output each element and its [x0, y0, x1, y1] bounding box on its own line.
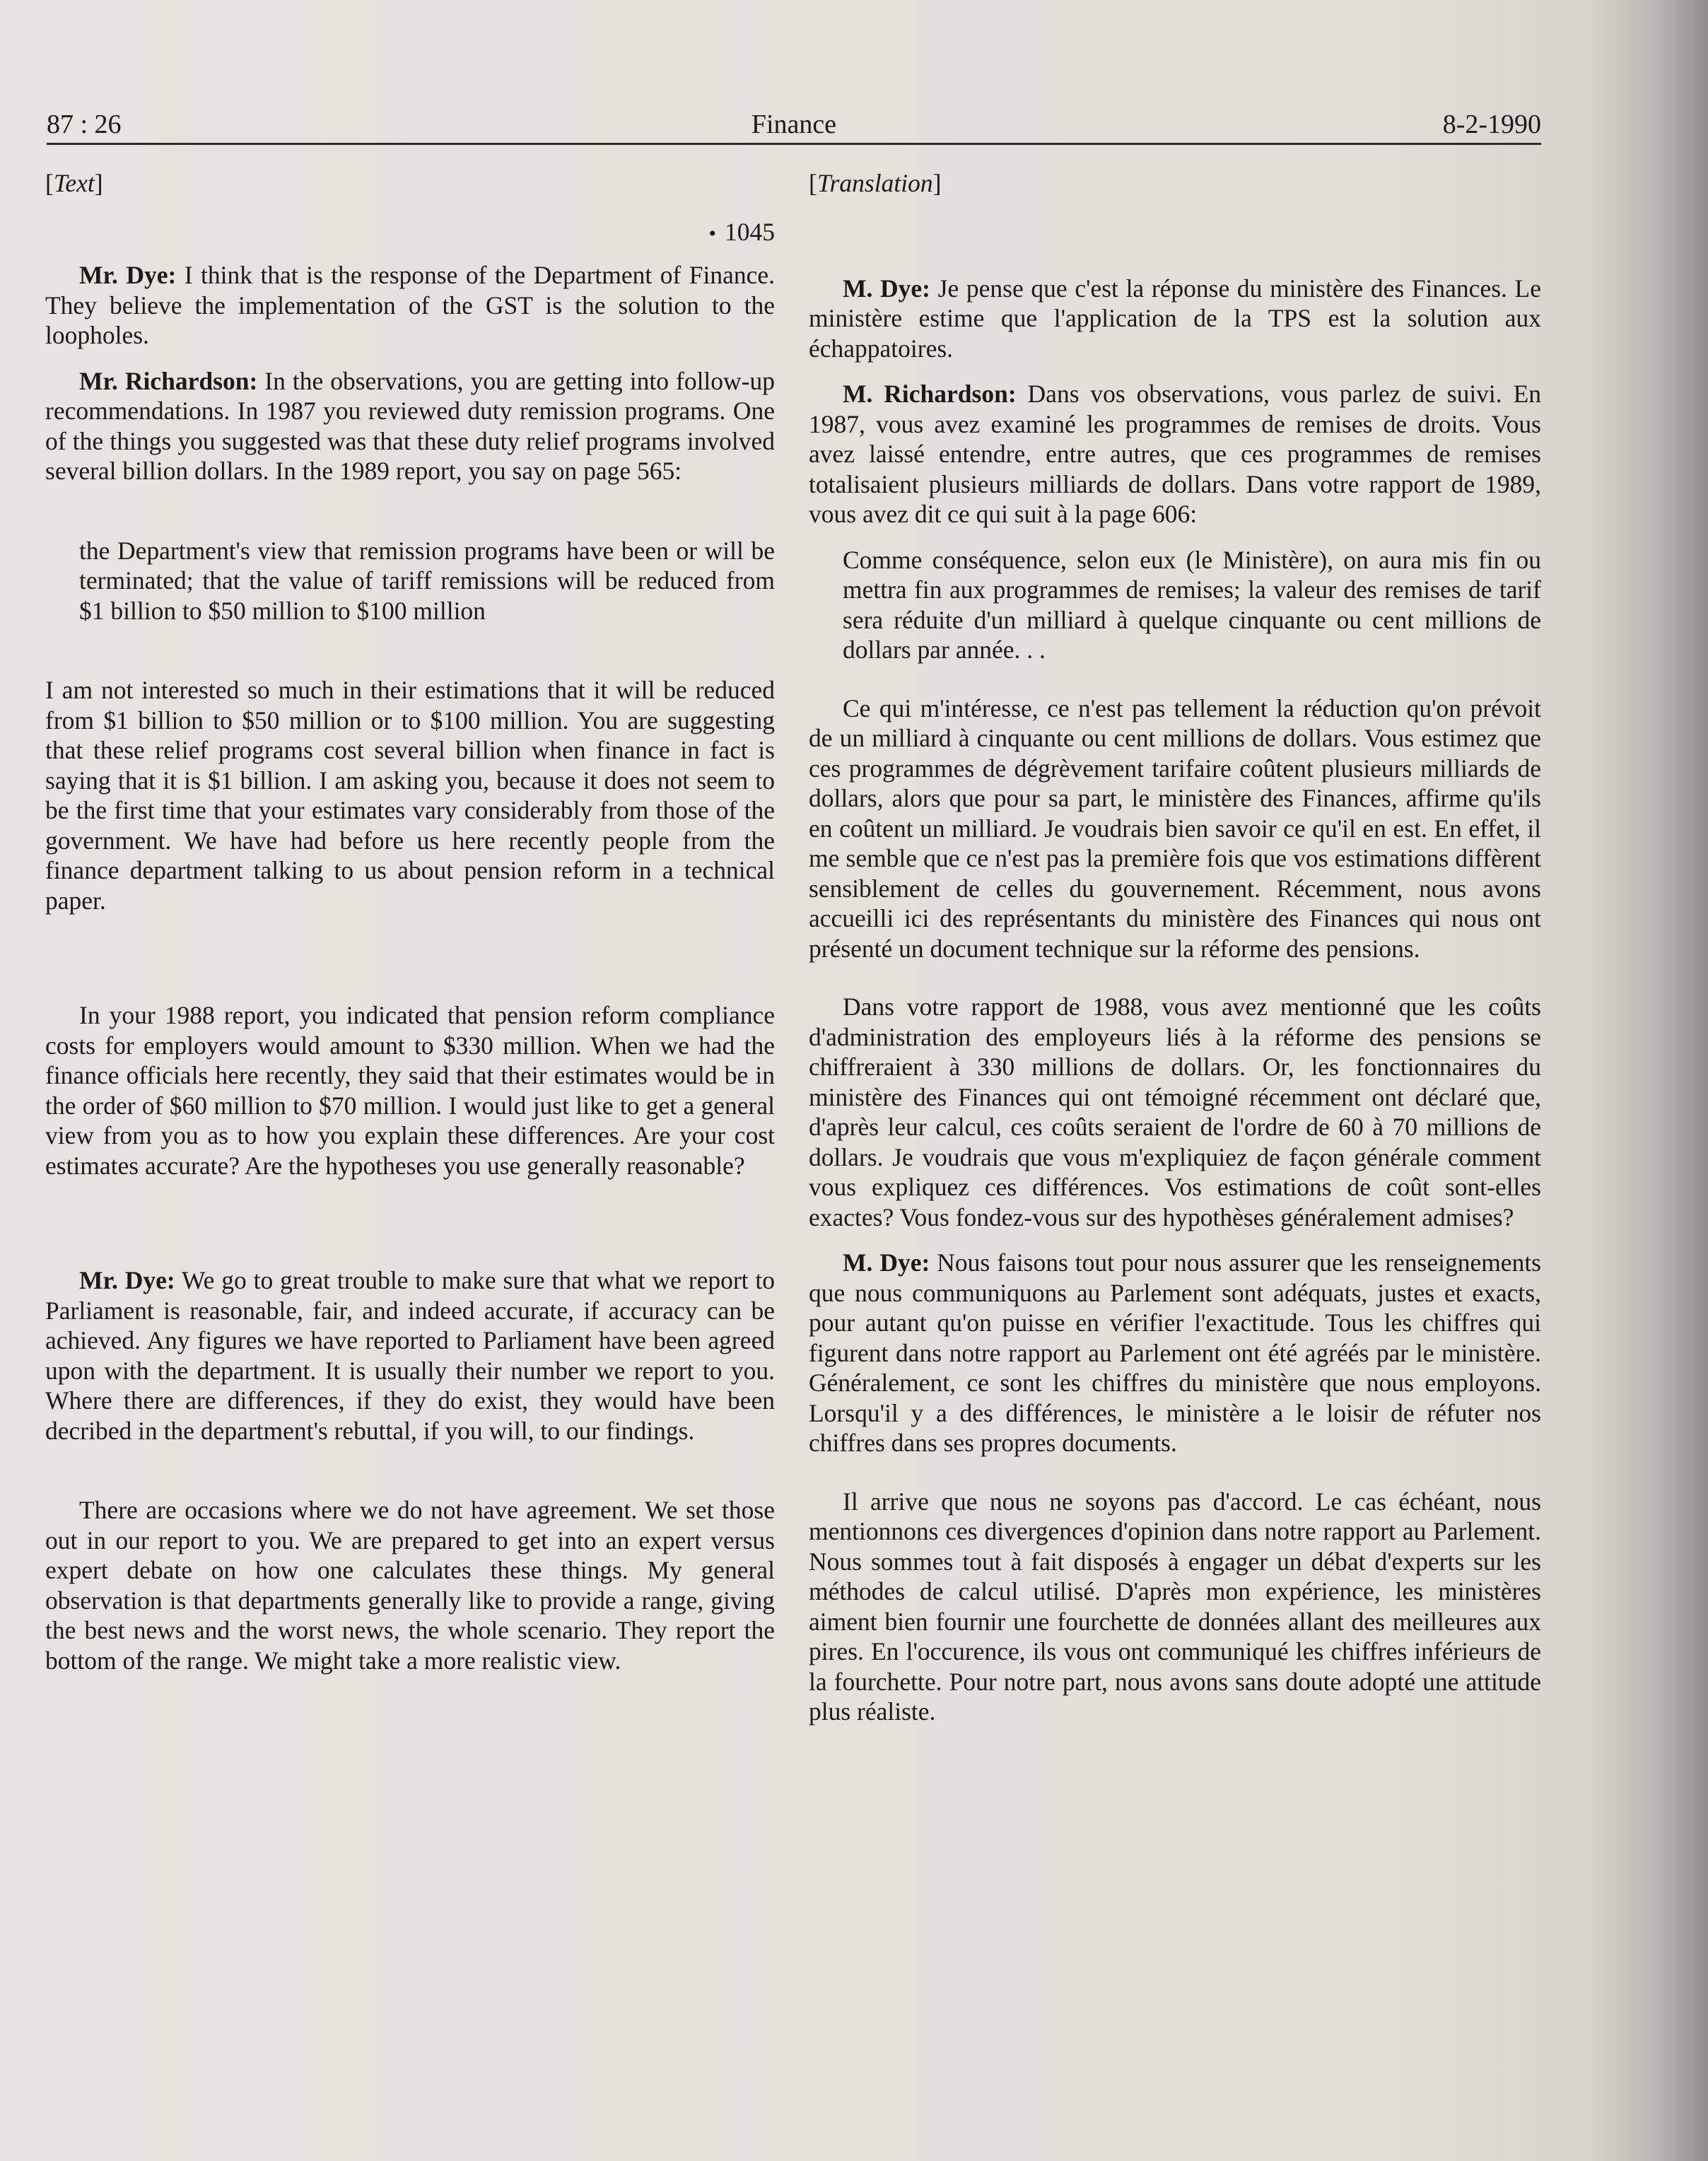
speaker-name: Mr. Richardson: [79, 366, 258, 395]
publication-title: Finance [751, 110, 837, 139]
speaker-name: M. Dye: [843, 274, 931, 303]
paragraph-dye-2-fr: M. Dye: Nous faisons tout pour nous assurer que les renseignements que nous communiquons au Parlement sont adéquats, justes et exacts, pour autant qu'on puisse en vérifier l'exactitude. Tous les chiffres qui figurent dans notre rapport au Parlement ont été agréés par le ministère. Généralement, ce sont les chiffres du ministère que nous employons. Lorsqu'il y a des différences, le ministère a le loisir de réfuter nos chiffres dans ses propres documents. [809, 1248, 1541, 1457]
paragraph-dye-3-fr: Il arrive que nous ne soyons pas d'accord. Le cas échéant, nous mentionnons ces divergences d'opinion dans notre rapport au Parlement. Nous sommes tout à fait disposés à engager un débat d'experts sur les méthodes de calcul utilisé. D'après mon expérience, les ministères aiment bien fournir une fourchette de données allant des meilleures aux pires. En l'occurence, ils vous ont communiqué les chiffres inférieurs de la fourchette. Pour notre part, nous avons sans doute adopté une attitude plus réaliste. [809, 1487, 1541, 1726]
paragraph-richardson-1-fr: M. Richardson: Dans vos observations, vous parlez de suivi. En 1987, vous avez examiné les programmes de remises de droits. Vous avez laissé entendre, entre autres, que ces programmes de remises totalisaient plusieurs milliards de dollars. Dans votre rapport de 1989, vous avez dit ce qui suit à la page 606: [809, 380, 1541, 528]
paragraph-richardson-2: I am not interested so much in their estimations that it will be reduced from $1 billion to $50 million or to $100 million. You are suggesting that these relief programs cost several billion when finance in fact is saying that it is $1 billion. I am asking you, because it does not seem to be the first time that your estimates vary considerably from those of the government. We have had before us here recently people from the finance department talking to us about pension reform in a technical paper. [45, 676, 775, 915]
paragraph-dye-3: There are occasions where we do not have agreement. We set those out in our report to you. We are prepared to get into an expert versus expert debate on how one calculates these things. My general observation is that departments generally like to provide a range, giving the best news and the worst news, the whole scenario. They report the bottom of the range. We might take a more realistic view. [45, 1496, 775, 1675]
speaker-name: Mr. Dye: [79, 1266, 175, 1294]
paragraph-richardson-3: In your 1988 report, you indicated that pension reform compliance costs for employers would amount to $330 million. When we had the finance officials here recently, they said that their estimates would be in the order of $60 million to $70 million. I would just like to get a general view from you as to how you explain these differences. Are your cost estimates accurate? Are the hypotheses you use generally reasonable? [45, 1001, 775, 1180]
block-quote-fr: Comme conséquence, selon eux (le Ministère), on aura mis fin ou mettra fin aux programmes de remises; la valeur des remises de tarif sera réduite d'un milliard à quelque cinquante ou cent millions de dollars par année. . . [843, 545, 1541, 664]
english-column [45, 168, 775, 1675]
page-date: 8-2-1990 [1442, 110, 1541, 139]
paragraph-richardson-3-fr: Dans votre rapport de 1988, vous avez mentionné que les coûts d'administration des employeurs liés à la réforme des pensions se chiffreraient à 330 millions de dollars. Or, les fonctionnaires du ministère des Finances qui ont témoigné récemment ont déclaré que, d'après leur calcul, ces coûts seraient de l'ordre de 60 à 70 millions de dollars. Je voudrais que vous m'expliquiez de façon générale comment vous expliquez ces différences. Vos estimations de coût sont-elles exactes? Vous fondez-vous sur des hypothèses généralement admises? [809, 992, 1541, 1231]
paragraph-dye-2: Mr. Dye: We go to great trouble to make sure that what we report to Parliament is reasonable, fair, and indeed accurate, if accuracy can be achieved. Any figures we have reported to Parliament have been agreed upon with the department. It is usually their number we report to you. Where there are differences, if they do exist, they would have been decribed in the department's rebuttal, if you will, to our findings. [45, 1266, 775, 1445]
paragraph-richardson-2-fr: Ce qui m'intéresse, ce n'est pas tellement la réduction qu'on prévoit de un milliard à cinquante ou cent millions de dollars. Vous estimez que ces programmes de dégrèvement tarifaire coûtent plusieurs milliards de dollars, alors que pour sa part, le ministère des Finances, affirme qu'ils en coûtent un milliard. Je voudrais bien savoir ce qu'il en est. En effet, il me semble que ce n'est pas la première fois que vos estimations diffèrent sensiblement de celles du gouvernement. Récemment, nous avons accueilli ici des représentants du ministère des Finances qui nous ont présenté un document technique sur la réforme des pensions. [809, 693, 1541, 963]
column-tag: [Translation] [809, 169, 942, 197]
block-quote: the Department's view that remission programs have been or will be terminated; that the value of tariff remissions will be reduced from $1 billion to $50 million to $100 million [79, 536, 775, 625]
paragraph-dye-1-fr: M. Dye: Je pense que c'est la réponse du ministère des Finances. Le ministère estime que l'application de la TPS est la solution aux échappatoires. [809, 274, 1541, 363]
speaker-name: M. Dye: [843, 1248, 930, 1277]
page-number: 87 : 26 [47, 110, 122, 139]
page-header [47, 106, 1541, 145]
paragraph-richardson-1: Mr. Richardson: In the observations, you are getting into follow-up recommendations. In 1987 you reviewed duty remission programs. One of the things you suggested was that these duty relief programs involved several billion dollars. In the 1989 report, you say on page 565: [45, 366, 776, 485]
speaker-name: M. Richardson: [843, 380, 1017, 408]
column-tag: [Text] [45, 169, 103, 197]
paragraph-dye-1: Mr. Dye: I think that is the response of the Department of Finance. They believe the implementation of the GST is the solution to the loopholes. [45, 261, 775, 349]
speaker-name: Mr. Dye: [79, 261, 177, 289]
time-stamp: • 1045 [708, 217, 775, 246]
french-column [809, 168, 1541, 1727]
